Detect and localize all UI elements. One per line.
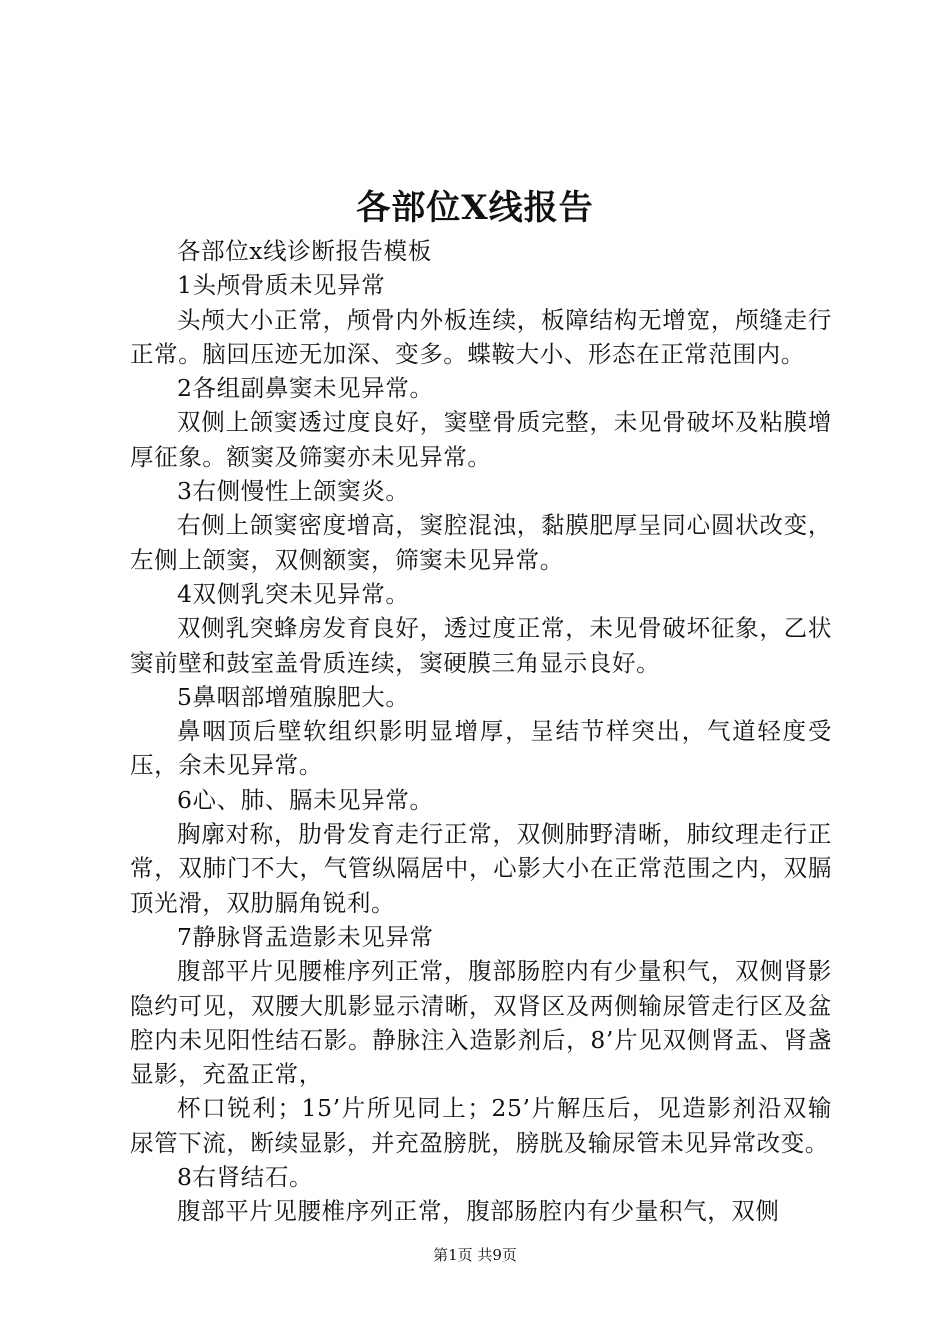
- paragraph: 2各组副鼻窦未见异常。: [177, 374, 434, 403]
- paragraph: 5鼻咽部增殖腺肥大。: [177, 682, 410, 711]
- paragraph: 8右肾结石。: [177, 1163, 314, 1192]
- paragraph: 4双侧乳突未见异常。: [177, 579, 410, 608]
- paragraph: 1头颅骨质未见异常: [177, 271, 386, 300]
- paragraph: 腹部平片见腰椎序列正常，腹部肠腔内有少量积气，双侧肾影隐约可见，双腰大肌影显示清晰，双肾区及两侧输尿管走行区及盆腔内未见阳性结石影。静脉注入造影剂后，8’片见双侧肾盂、肾盏显影，充盈正常，: [130, 957, 832, 1089]
- paragraph: 各部位x线诊断报告模板: [177, 237, 432, 265]
- paragraph: 6心、肺、膈未见异常。: [177, 785, 434, 814]
- document-body: [130, 234, 832, 1229]
- paragraph: 双侧乳突蜂房发育良好，透过度正常，未见骨破坏征象，乙状窦前壁和鼓室盖骨质连续，窦硬膜三角显示良好。: [130, 614, 832, 677]
- paragraph: 鼻咽顶后壁软组织影明显增厚，呈结节样突出，气道轻度受压，余未见异常。: [130, 717, 832, 780]
- paragraph: 双侧上颌窦透过度良好，窦壁骨质完整，未见骨破坏及粘膜增厚征象。额窦及筛窦亦未见异常。: [130, 408, 832, 471]
- paragraph: 胸廓对称，肋骨发育走行正常，双侧肺野清晰，肺纹理走行正常，双肺门不大，气管纵隔居中，心影大小在正常范围之内，双膈顶光滑，双肋膈角锐利。: [130, 820, 832, 917]
- paragraph: 右侧上颌窦密度增高，窦腔混浊，黏膜肥厚呈同心圆状改变，左侧上颌窦，双侧额窦，筛窦未见异常。: [130, 511, 832, 574]
- page-footer: 第1页 共9页: [433, 1246, 517, 1264]
- paragraph: 7静脉肾盂造影未见异常: [177, 922, 434, 951]
- paragraph: 腹部平片见腰椎序列正常，腹部肠腔内有少量积气，双侧: [177, 1197, 780, 1226]
- document-title: 各部位X线报告: [356, 188, 594, 228]
- paragraph: 头颅大小正常，颅骨内外板连续，板障结构无增宽，颅缝走行正常。脑回压迹无加深、变多。蝶鞍大小、形态在正常范围内。: [130, 305, 832, 368]
- paragraph: 杯口锐利；15’片所见同上；25’片解压后，见造影剂沿双输尿管下流，断续显影，并充盈膀胱，膀胱及输尿管未见异常改变。: [130, 1094, 832, 1157]
- paragraph: 3右侧慢性上颌窦炎。: [177, 477, 410, 506]
